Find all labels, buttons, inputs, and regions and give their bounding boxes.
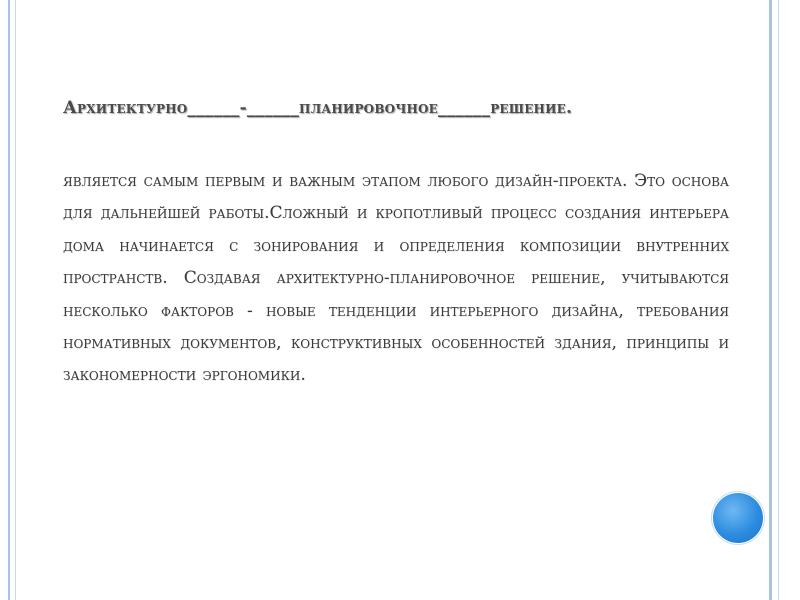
right-frame-line-inner — [778, 0, 779, 600]
slide-body-text: является самым первым и важным этапом любого дизайн-проекта. Это основа для дальнейшей работы.Сложный и кропотливый процесс создания интерьера дома начинается с зонирования и определения композиции внутренних пространств. Создавая архитектурно-планировочное решение, учитываются несколько факторов - новые тенденции интерьерного дизайна, требования нормативных документов, конструктивных особенностей здания, принципы и закономерности эргономики. — [63, 171, 729, 386]
left-frame-line-inner — [15, 0, 16, 600]
right-frame-line — [769, 0, 772, 600]
slide-title: Архитектурно______-______планировочное______решение. — [63, 98, 573, 118]
left-frame-line — [8, 0, 10, 600]
blue-circle-decoration — [713, 493, 763, 543]
